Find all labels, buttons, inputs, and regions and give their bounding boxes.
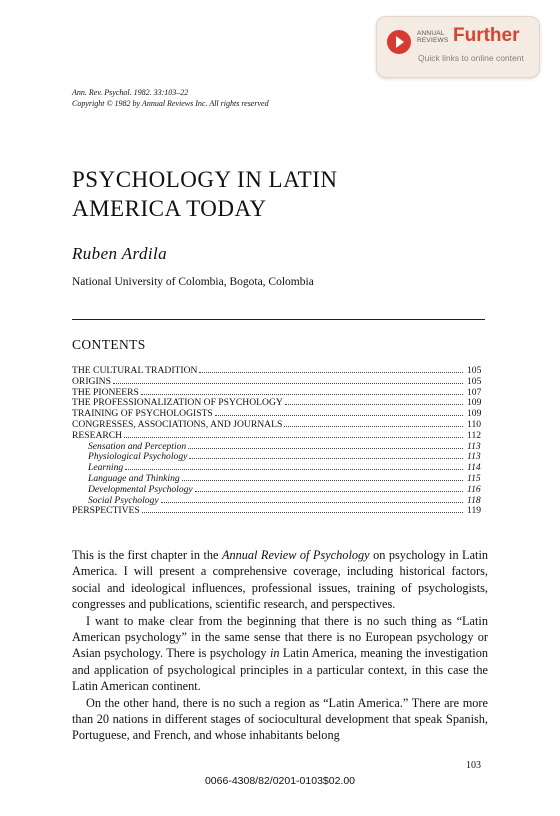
further-tagline: Quick links to online content: [418, 53, 524, 63]
play-icon: [387, 30, 411, 54]
toc-entry[interactable]: THE CULTURAL TRADITION 105: [72, 365, 482, 376]
author: Ruben Ardila: [72, 244, 167, 263]
copyright: Copyright © 1982 by Annual Reviews Inc. All rights reserved: [72, 99, 269, 108]
toc-subentry[interactable]: Learning 114: [88, 462, 481, 474]
article-title: PSYCHOLOGY IN LATIN AMERICA TODAY: [72, 167, 338, 221]
article-body: [72, 547, 488, 744]
annual-reviews-logo-text: ANNUAL REVIEWS: [417, 30, 449, 44]
further-brand: Further: [453, 25, 520, 46]
affiliation: National University of Colombia, Bogota, Colombia: [72, 276, 314, 288]
toc-entry[interactable]: RESEARCH 112: [72, 429, 482, 441]
toc-entry[interactable]: THE PIONEERS 107: [72, 386, 482, 398]
issn-code: 0066-4308/82/0201-0103$02.00: [204, 775, 356, 787]
toc-entry[interactable]: THE PROFESSIONALIZATION OF PSYCHOLOGY 109: [72, 397, 482, 409]
toc-entry[interactable]: PERSPECTIVES 119: [72, 505, 482, 517]
table-of-contents: [72, 366, 487, 517]
toc-subentry[interactable]: Sensation and Perception 113: [88, 440, 481, 452]
toc-subentry[interactable]: Language and Thinking 115: [88, 472, 481, 484]
paragraph: This is the first chapter in the Annual Review of Psychology on psychology in Latin America. I will present a comprehensive coverage, including historical factors, social and ideological influences, professional issues, training of psychologists, congresses and publications, scientific research, and perspectives.: [72, 548, 489, 612]
toc-entry[interactable]: TRAINING OF PSYCHOLOGISTS 109: [72, 408, 482, 420]
contents-heading: CONTENTS: [72, 337, 146, 352]
toc-subentry[interactable]: Physiological Psychology 113: [88, 451, 481, 463]
toc-entry[interactable]: CONGRESSES, ASSOCIATIONS, AND JOURNALS 110: [72, 418, 482, 430]
toc-entry[interactable]: ORIGINS 105: [72, 375, 482, 387]
toc-subentry[interactable]: Developmental Psychology 116: [88, 483, 481, 495]
annual-reviews-further-badge[interactable]: [376, 16, 540, 78]
paragraph: I want to make clear from the beginning that there is no such thing as “Latin American psychology” in the same sense that there is no European psychology or Asian psychology. There is psychology in Latin America, meaning the investigation and application of psychological principles in a particular context, in this case the Latin American continent.: [72, 613, 488, 694]
toc-subentry[interactable]: Social Psychology 118: [88, 494, 481, 506]
page-number: 103: [466, 760, 481, 771]
citation-header: [72, 87, 269, 109]
paragraph: On the other hand, there is no such a region as “Latin America.” There are more than 20 nations in different stages of sociocultural development that speak Spanish, Portuguese, and French, and whose inhabitants belong: [72, 695, 488, 743]
divider: [72, 319, 485, 320]
citation: Ann. Rev. Psychol. 1982. 33:103–22: [72, 88, 189, 97]
